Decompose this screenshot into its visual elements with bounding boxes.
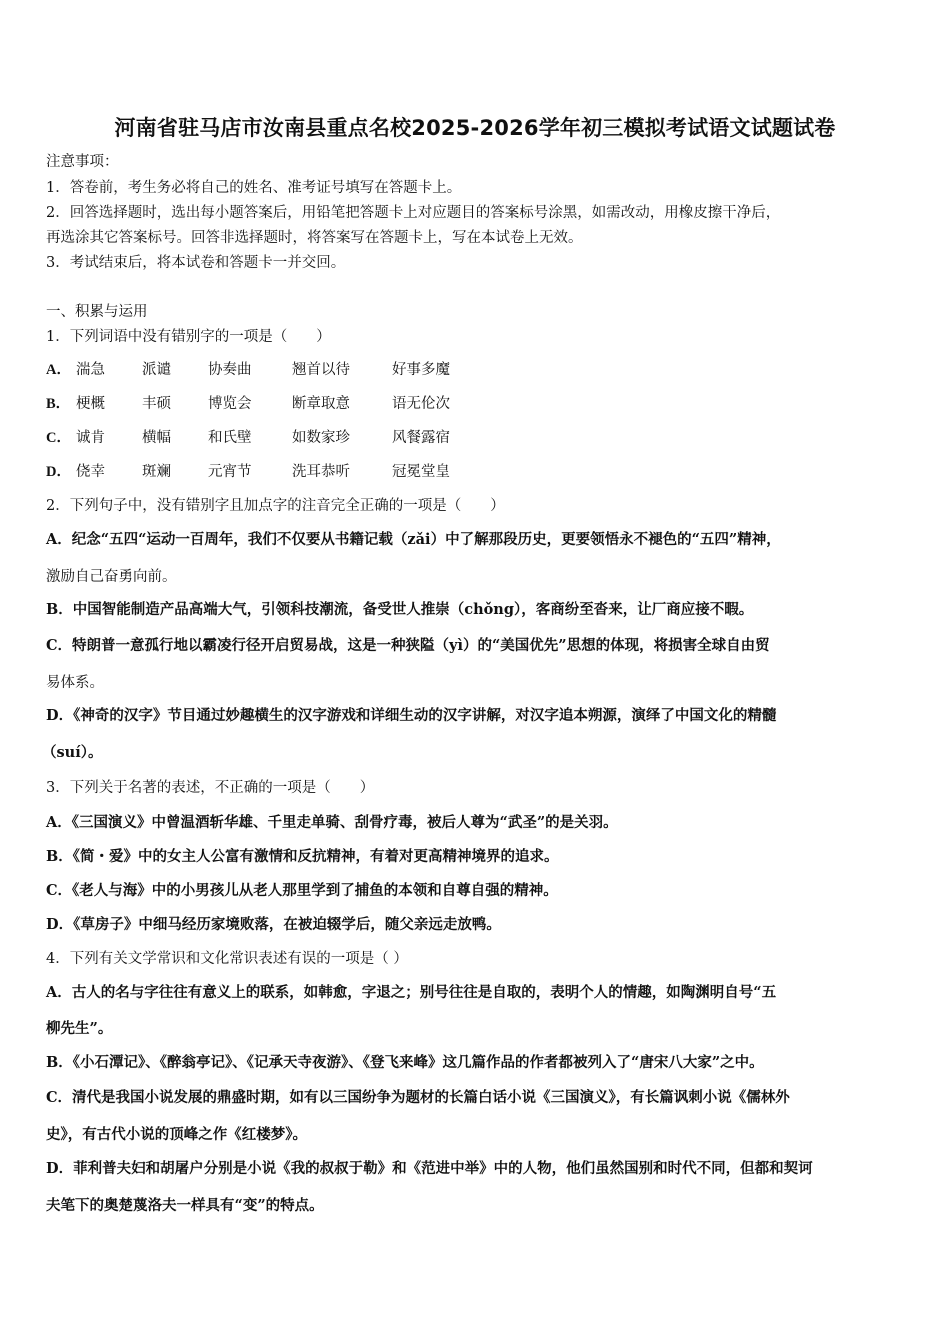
q3-option-d: D．《草房子》中细马经历家境败落，在被迫辍学后，随父亲远走放鸭。 — [46, 916, 501, 933]
question-1-stem: 1．下列词语中没有错别字的一项是（ ） — [46, 329, 331, 345]
notice-heading: 注意事项： — [46, 154, 119, 170]
q4-option-c-cont: 史》，有古代小说的顶峰之作《红楼梦》。 — [46, 1126, 307, 1143]
q1-d-word: 斑斓 — [142, 464, 171, 480]
q1-d-word: 元宵节 — [208, 464, 252, 480]
notice-item-2a: 2．回答选择题时，选出每小题答案后，用铅笔把答题卡上对应题目的答案标号涂黑，如需改动，用橡皮擦干净后， — [46, 205, 781, 221]
q2-option-d: D．《神奇的汉字》节目通过妙趣横生的汉字游戏和详细生动的汉字讲解，对汉字追本朔源，演绎了中国文化的精髓 — [46, 707, 777, 724]
q2-option-d-cont: （suí）。 — [42, 744, 103, 761]
q1-a-word: 派谴 — [142, 362, 171, 378]
q1-d-word: 冠冕堂皇 — [392, 464, 450, 480]
q1-c-word: 和氏壁 — [208, 430, 252, 446]
q4-option-c: C．清代是我国小说发展的鼎盛时期，如有以三国纷争为题材的长篇白话小说《三国演义》，有长篇讽刺小说《儒林外 — [46, 1089, 790, 1106]
exam-title: 河南省驻马店市汝南县重点名校2025-2026学年初三模拟考试语文试题试卷 — [114, 116, 836, 140]
q1-b-word: 梗概 — [76, 396, 105, 412]
q2-option-a-cont: 激励自己奋勇向前。 — [46, 569, 177, 585]
q3-option-b: B．《简・爱》中的女主人公富有激情和反抗精神，有着对更高精神境界的追求。 — [46, 848, 559, 865]
q1-d-word: 侥幸 — [76, 464, 105, 480]
q1-c-word: 诚肯 — [76, 430, 105, 446]
q2-option-a: A．纪念“五四“运动一百周年，我们不仅要从书籍记载（zǎi）中了解那段历史，更要领悟永不褪色的“五四”精神， — [46, 531, 781, 548]
q1-c-word: 如数家珍 — [292, 430, 350, 446]
q1-option-c-label: C． — [46, 430, 71, 446]
q4-option-a-cont: 柳先生”。 — [46, 1020, 113, 1037]
q1-option-b-label: B． — [46, 396, 71, 412]
q4-option-d: D．菲利普夫妇和胡屠户分别是小说《我的叔叔于勒》和《范进中举》中的人物，他们虽然国别和时代不同，但都和契诃 — [46, 1160, 813, 1177]
q1-a-word: 协奏曲 — [208, 362, 252, 378]
section-title: 一、积累与运用 — [46, 304, 148, 320]
q1-a-word: 翘首以待 — [292, 362, 350, 378]
notice-item-1: 1．答卷前，考生务必将自己的姓名、准考证号填写在答题卡上。 — [46, 180, 462, 196]
q4-option-b: B．《小石潭记》、《醉翁亭记》、《记承天寺夜游》、《登飞来峰》这几篇作品的作者都被列入了“唐宋八大家”之中。 — [46, 1054, 764, 1071]
q1-d-word: 洗耳恭听 — [292, 464, 350, 480]
q4-option-d-cont: 夫笔下的奥楚蔑洛夫一样具有“变”的特点。 — [46, 1197, 324, 1214]
q3-option-c: C．《老人与海》中的小男孩儿从老人那里学到了捕鱼的本领和自尊自强的精神。 — [46, 882, 558, 899]
q3-option-a: A．《三国演义》中曾温酒斩华雄、千里走单骑、刮骨疗毒，被后人尊为“武圣”的是关羽。 — [46, 814, 618, 831]
q1-option-d-label: D． — [46, 464, 71, 480]
q1-c-word: 风餐露宿 — [392, 430, 450, 446]
q1-b-word: 断章取意 — [292, 396, 350, 412]
question-4-stem: 4．下列有关文学常识和文化常识表述有误的一项是（ ） — [46, 951, 408, 967]
q2-option-c-cont: 易体系。 — [46, 675, 104, 691]
q1-a-word: 好事多魔 — [392, 362, 450, 378]
notice-item-3: 3．考试结束后，将本试卷和答题卡一并交回。 — [46, 255, 346, 271]
q1-c-word: 横幅 — [142, 430, 171, 446]
q2-option-b: B．中国智能制造产品高端大气，引领科技潮流，备受世人推崇（chǒng），客商纷至沓来，让厂商应接不暇。 — [46, 601, 754, 618]
q2-option-c: C．特朗普一意孤行地以霸凌行径开启贸易战，这是一种狭隘（yì）的“美国优先”思想的体现，将损害全球自由贸 — [46, 637, 770, 654]
q1-b-word: 语无伦次 — [392, 396, 450, 412]
q1-a-word: 湍急 — [76, 362, 105, 378]
notice-item-2b: 再选涂其它答案标号。回答非选择题时，将答案写在答题卡上，写在本试卷上无效。 — [46, 230, 583, 246]
q1-b-word: 丰硕 — [142, 396, 171, 412]
q4-option-a: A．古人的名与字往往有意义上的联系，如韩愈，字退之；别号往往是自取的，表明个人的情趣，如陶渊明自号“五 — [46, 984, 777, 1001]
question-2-stem: 2．下列句子中，没有错别字且加点字的注音完全正确的一项是（ ） — [46, 498, 505, 514]
question-3-stem: 3．下列关于名著的表述，不正确的一项是（ ） — [46, 780, 375, 796]
q1-b-word: 博览会 — [208, 396, 252, 412]
q1-option-a-label: A． — [46, 362, 71, 378]
